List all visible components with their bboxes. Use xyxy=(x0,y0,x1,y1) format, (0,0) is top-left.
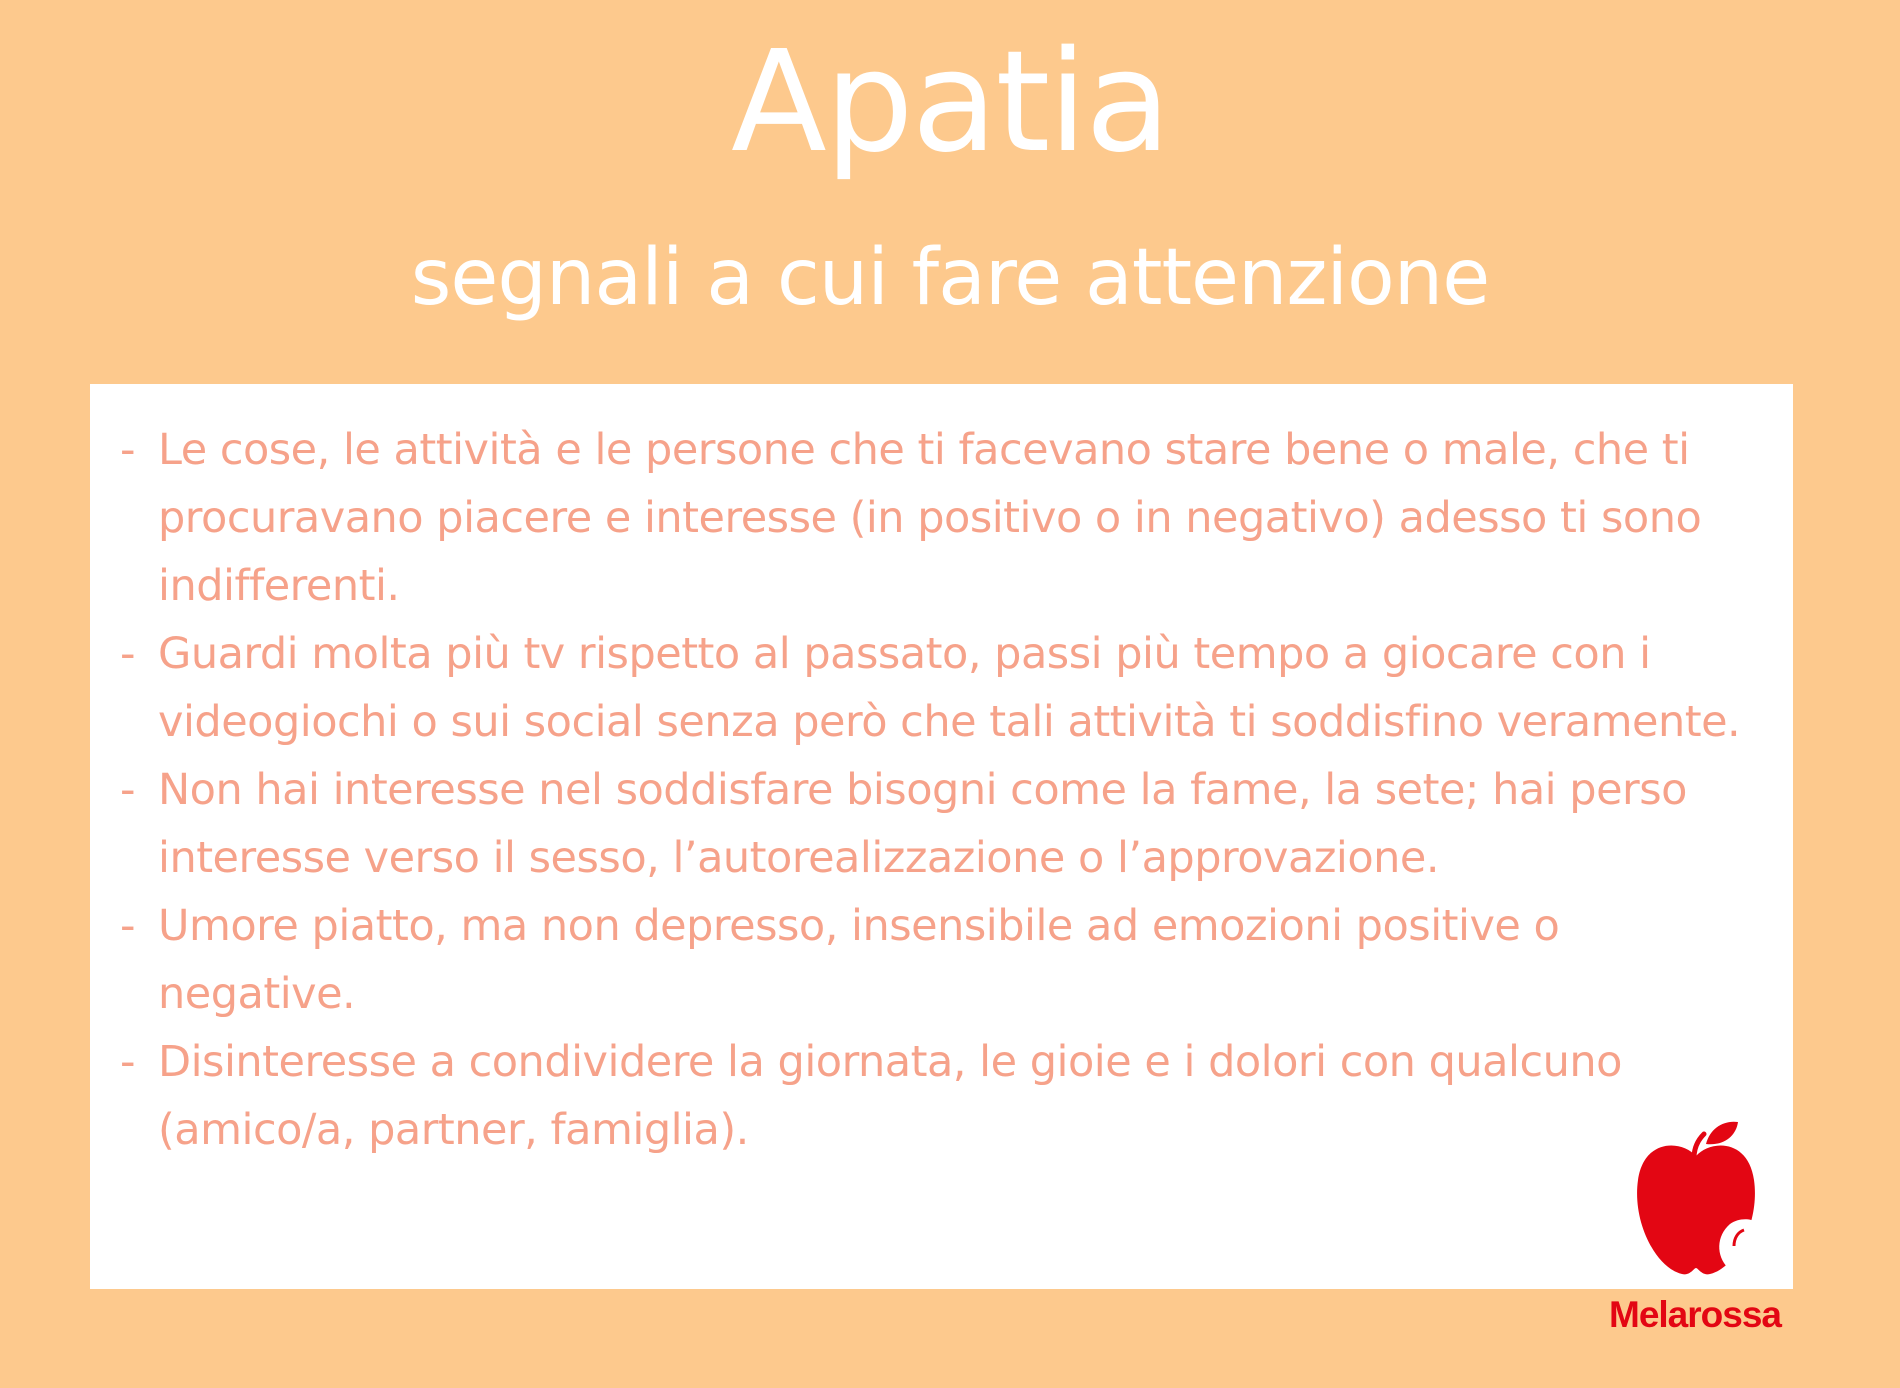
list-item xyxy=(120,416,1760,620)
list-item-text: Disinteresse a condividere la giornata, le gioie e i dolori con qualcuno (amico/a, partner, famiglia). xyxy=(158,1037,1622,1155)
brand-logo xyxy=(1600,1118,1790,1338)
list-item-text: Le cose, le attività e le persone che ti facevano stare bene o male, che ti procuravano piacere e interesse (in positivo o in negativo) adesso ti sono indifferenti. xyxy=(158,425,1702,611)
list-item xyxy=(120,892,1760,1028)
list-dash: - xyxy=(120,629,136,679)
list-dash: - xyxy=(120,765,136,815)
list-item-text: Guardi molta più tv rispetto al passato, passi più tempo a giocare con i videogiochi o sui social senza però che tali attività ti soddisfino veramente. xyxy=(158,629,1741,747)
list-dash: - xyxy=(120,1037,136,1087)
list-item xyxy=(120,620,1760,756)
list-item xyxy=(120,1028,1760,1164)
apple-icon xyxy=(1630,1118,1762,1278)
list-item-text: Non hai interesse nel soddisfare bisogni come la fame, la sete; hai perso interesse verso il sesso, l’autorealizzazione o l’approvazione. xyxy=(158,765,1687,883)
list-item-text: Umore piatto, ma non depresso, insensibile ad emozioni positive o negative. xyxy=(158,901,1560,1019)
signals-card xyxy=(90,384,1793,1289)
brand-name: Melarossa xyxy=(1609,1294,1781,1335)
list-dash: - xyxy=(120,901,136,951)
page-subtitle: segnali a cui fare attenzione xyxy=(410,233,1490,323)
page-title: Apatia xyxy=(730,21,1169,184)
signals-list xyxy=(120,416,1760,1164)
list-item xyxy=(120,756,1760,892)
list-dash: - xyxy=(120,425,136,475)
